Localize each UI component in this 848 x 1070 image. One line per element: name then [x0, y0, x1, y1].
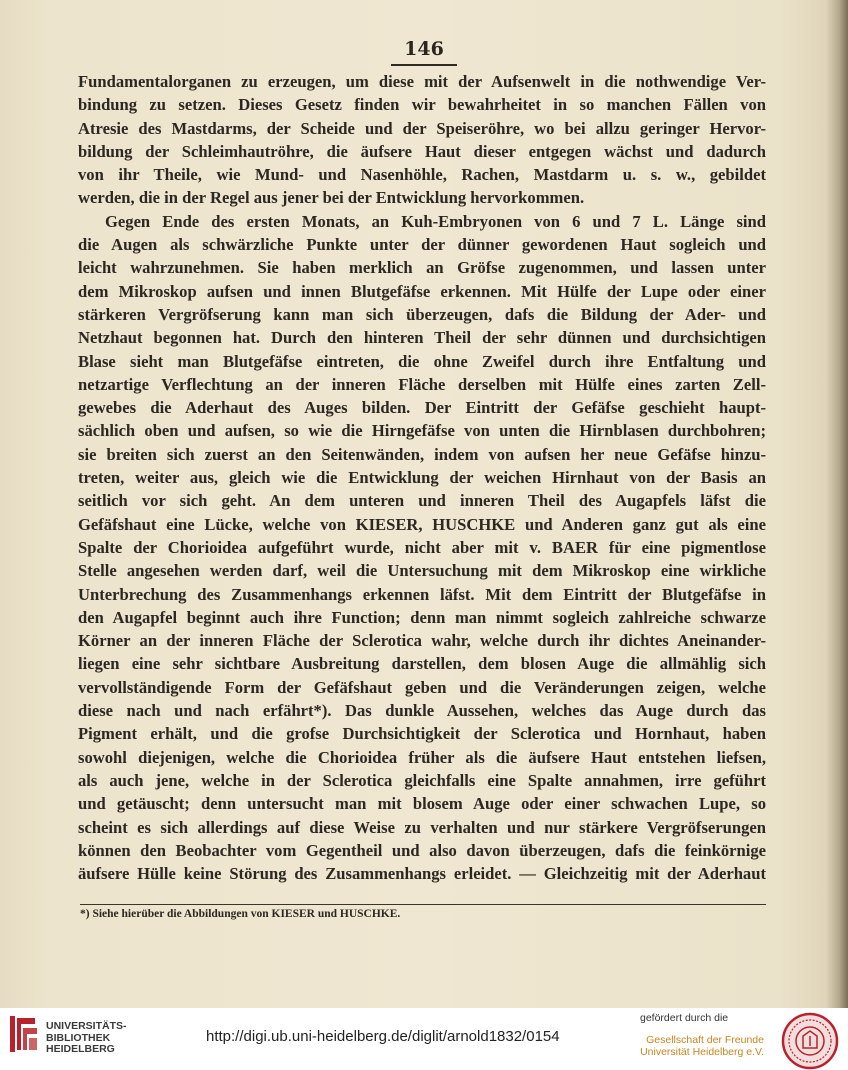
text-line: Blase sieht man Blutgefäfse eintreten, die ohne Zweifel durch ihre Entfaltung und: [78, 351, 766, 371]
library-logo-icon[interactable]: [8, 1012, 40, 1056]
text-line: Pigment erhält, und die grofse Durchsichtigkeit der Sclerotica und Hornhaut, haben: [78, 724, 766, 744]
text-line: und getäuscht; denn untersucht man mit blosem Auge oder einer schwachen Lupe, so: [78, 794, 766, 814]
text-line: Atresie des Mastdarms, der Scheide und der Speiseröhre, wo bei allzu geringer Hervor-: [78, 118, 766, 138]
text-line: Gegen Ende des ersten Monats, an Kuh-Embryonen von 6 und 7 L. Länge sind: [105, 211, 766, 231]
footnote: *) Siehe hierüber die Abbildungen von KIESER und HUSCHKE.: [80, 908, 401, 920]
text-line: können den Beobachter vom Gegentheil und also davon überzeugen, dafs die feinkörnige: [78, 840, 766, 860]
text-line: netzartige Verflechtung an der inneren Fläche derselben mit Hülfe eines zarten Zell-: [78, 374, 766, 394]
text-line: den Augapfel beginnt auch ihre Function; denn man nimmt sogleich zahlreiche schwarze: [78, 607, 766, 627]
text-line: scheint es sich allerdings auf diese Weise zu verhalten und nur stärkere Vergröfserungen: [78, 817, 766, 837]
text-line: Gefäfshaut eine Lücke, welche von KIESER, HUSCHKE und Anderen ganz gut als eine: [78, 514, 766, 534]
university-seal-icon[interactable]: [781, 1012, 839, 1070]
society-name: [634, 1034, 764, 1059]
text-line: stärkeren Vergröfserung kann man sich überzeugen, dafs die Bildung der Ader- und: [78, 304, 766, 324]
text-line: sie breiten sich zuerst an den Seitenwänden, indem von aufsen her neue Gefäfse hinzu-: [78, 444, 766, 464]
text-line: die Augen als schwärzliche Punkte unter der dünner gewordenen Haut sogleich und: [78, 235, 766, 255]
library-name-line: HEIDELBERG: [46, 1043, 115, 1055]
sponsor-block[interactable]: [634, 1012, 764, 1059]
funded-by-label: gefördert durch die: [640, 1012, 729, 1024]
text-line: als auch jene, welche in der Sclerotica gleichfalls eine Spalte annahmen, irre geführt: [78, 770, 766, 790]
text-line: sächlich oben und aufsen, so wie die Hirngefäfse von unten die Hirnblasen durchbohren;: [78, 421, 766, 441]
page-number: 146: [404, 38, 444, 60]
text-line: bindung zu setzen. Dieses Gesetz finden wir bewahrheitet in so manchen Fällen von: [78, 95, 766, 115]
text-line: Netzhaut begonnen hat. Durch den hinteren Theil der sehr dünnen und durchsichtigen: [78, 328, 766, 348]
text-line: gewebes die Aderhaut des Auges bilden. Der Eintritt der Gefäfse geschieht haupt-: [78, 398, 766, 418]
text-line: sowohl diejenigen, welche die Chorioidea früher als die äufsere Haut entstehen liefsen,: [78, 747, 766, 767]
page-number-rule: [391, 64, 457, 66]
text-line: Stelle angesehen werden darf, weil die Untersuchung mit dem Mikroskop eine wirkliche: [78, 561, 766, 581]
text-line: Unterbrechung des Zusammenhangs erkennen läfst. Mit dem Eintritt der Blutgefäfse in: [78, 584, 766, 604]
text-line: diese nach und nach erfährt*). Das dunkle Aussehen, welches das Auge durch das: [78, 701, 766, 721]
text-line: werden, die in der Regel aus jener bei der Entwicklung hervorkommen.: [78, 188, 585, 208]
text-line: leicht wahrzunehmen. Sie haben merklich an Gröfse zugenommen, und lassen unter: [78, 258, 766, 278]
text-line: äufsere Hülle keine Störung des Zusammenhangs erleidet. — Gleichzeitig mit der Aderhaut: [78, 864, 766, 884]
society-name-line: Gesellschaft der Freunde: [646, 1033, 764, 1046]
society-name-line: Universität Heidelberg e.V.: [640, 1046, 764, 1058]
text-line: von ihr Theile, wie Mund- und Nasenhöhle, Rachen, Mastdarm u. s. w., gebildet: [78, 165, 766, 185]
text-line: Spalte der Chorioidea aufgeführt wurde, nicht aber mit v. BAER für eine pigmentlose: [78, 537, 766, 557]
library-name[interactable]: [46, 1021, 127, 1056]
permalink-url[interactable]: http://digi.ub.uni-heidelberg.de/diglit/arnold1832/0154: [206, 1028, 560, 1045]
footnote-rule: [80, 904, 766, 905]
text-line: liegen eine sehr sichtbare Ausbreitung darstellen, dem blosen Auge die allmählig sich: [78, 654, 766, 674]
text-line: seitlich vor sich geht. An dem unteren und inneren Theil des Augapfels läfst die: [78, 491, 766, 511]
text-line: dem Mikroskop aufsen und innen Blutgefäfse erkennen. Mit Hülfe der Lupe oder einer: [78, 281, 766, 301]
library-name-line: BIBLIOTHEK: [46, 1031, 111, 1044]
body-text: [78, 70, 766, 885]
library-name-line: UNIVERSITÄTS-: [46, 1020, 127, 1032]
text-line: vervollständigende Form der Gefäfshaut geben und die Veränderungen zeigen, welche: [78, 677, 766, 697]
text-line: Fundamentalorganen zu erzeugen, um diese mit der Aufsenwelt in die nothwendige Ver-: [78, 72, 766, 91]
text-line: Körner an der inneren Fläche der Sclerotica wahr, welche durch ihr dichtes Aneinander-: [78, 631, 766, 651]
page-gutter-shadow: [826, 0, 848, 1008]
text-line: treten, weiter aus, gleich wie die Entwicklung der weichen Hirnhaut von der Basis an: [78, 468, 766, 488]
text-line: bildung der Schleimhautröhre, die äufsere Haut dieser entgegen wächst und dadurch: [78, 141, 766, 161]
